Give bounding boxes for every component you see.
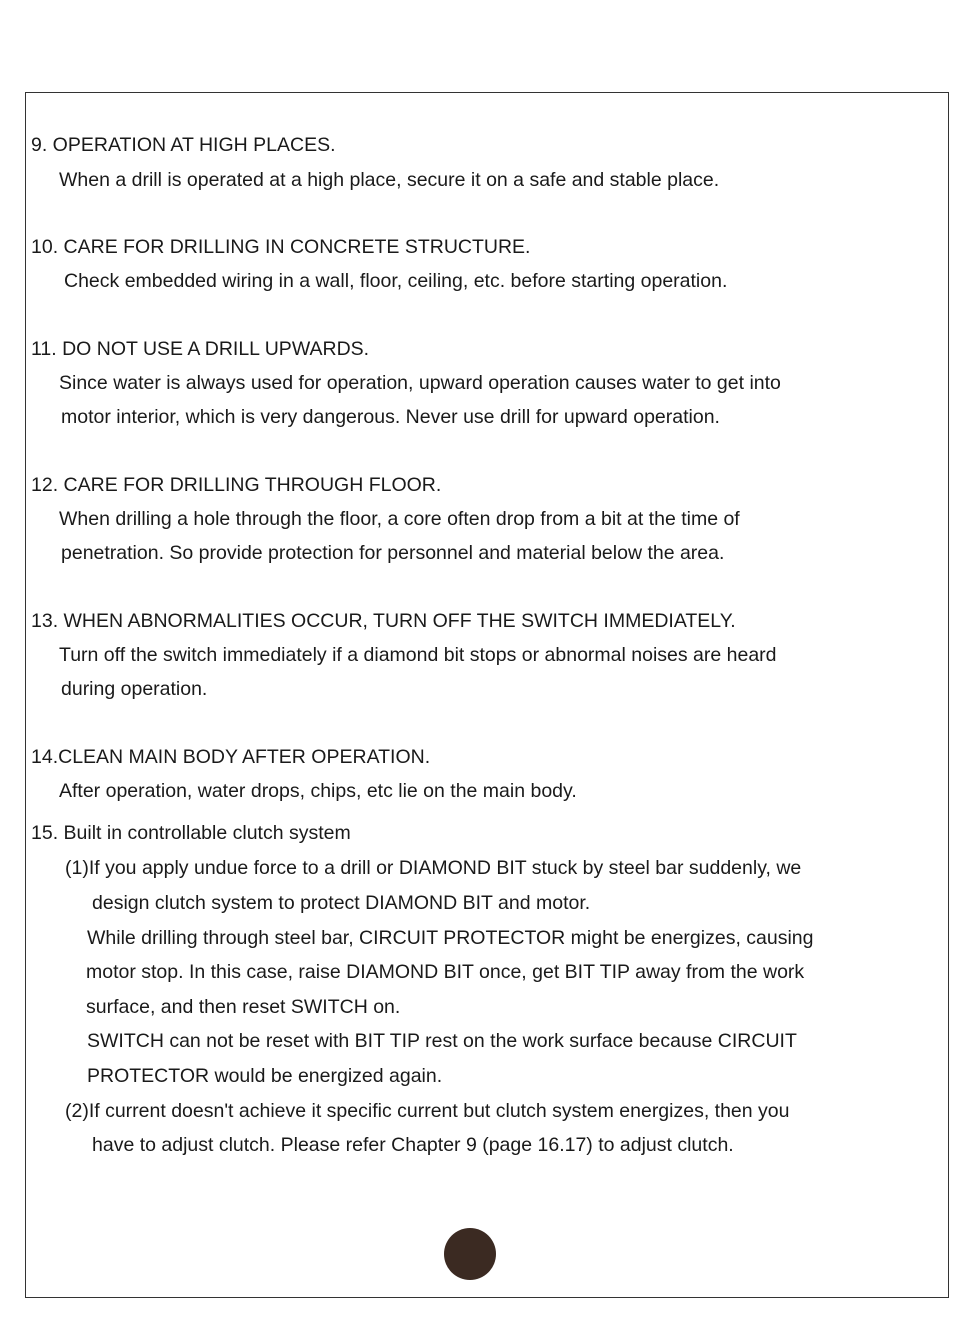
section-11-heading: 11. DO NOT USE A DRILL UPWARDS. [31, 338, 370, 360]
section-11-text-1: Since water is always used for operation, upward operation causes water to get into [59, 372, 781, 394]
section-15-text-5: surface, and then reset SWITCH on. [86, 996, 401, 1018]
section-13-heading: 13. WHEN ABNORMALITIES OCCUR, TURN OFF THE SWITCH IMMEDIATELY. [31, 610, 736, 632]
section-12-heading: 12. CARE FOR DRILLING THROUGH FLOOR. [31, 474, 442, 496]
section-15-text-3: While drilling through steel bar, CIRCUIT PROTECTOR might be energizes, causing [87, 927, 814, 949]
section-15-text-6: SWITCH can not be reset with BIT TIP rest on the work surface because CIRCUIT [87, 1030, 797, 1052]
section-13-text-2: during operation. [61, 678, 208, 700]
section-14-heading: 14.CLEAN MAIN BODY AFTER OPERATION. [31, 746, 431, 768]
section-15-text-8: (2)If current doesn't achieve it specific current but clutch system energizes, then you [65, 1100, 790, 1122]
section-13-text-1: Turn off the switch immediately if a diamond bit stops or abnormal noises are heard [59, 644, 777, 666]
section-15-text-9: have to adjust clutch. Please refer Chapter 9 (page 16.17) to adjust clutch. [92, 1134, 734, 1156]
section-11-text-2: motor interior, which is very dangerous. Never use drill for upward operation. [61, 406, 720, 428]
section-15-text-7: PROTECTOR would be energized again. [87, 1065, 443, 1087]
section-10-heading: 10. CARE FOR DRILLING IN CONCRETE STRUCTURE. [31, 236, 531, 258]
section-10-text: Check embedded wiring in a wall, floor, ceiling, etc. before starting operation. [64, 270, 728, 292]
section-15-text-4: motor stop. In this case, raise DIAMOND BIT once, get BIT TIP away from the work [86, 961, 805, 983]
section-9-heading: 9. OPERATION AT HIGH PLACES. [31, 134, 336, 156]
section-15-text-2: design clutch system to protect DIAMOND BIT and motor. [92, 892, 591, 914]
section-9-text: When a drill is operated at a high place, secure it on a safe and stable place. [59, 169, 720, 191]
section-14-text: After operation, water drops, chips, etc lie on the main body. [59, 780, 577, 802]
section-15-heading: 15. Built in controllable clutch system [31, 822, 351, 844]
section-12-text-1: When drilling a hole through the floor, a core often drop from a bit at the time of [59, 508, 740, 530]
section-15-text-1: (1)If you apply undue force to a drill or DIAMOND BIT stuck by steel bar suddenly, we [65, 857, 802, 879]
page-number-dot [444, 1228, 496, 1280]
section-12-text-2: penetration. So provide protection for personnel and material below the area. [61, 542, 725, 564]
